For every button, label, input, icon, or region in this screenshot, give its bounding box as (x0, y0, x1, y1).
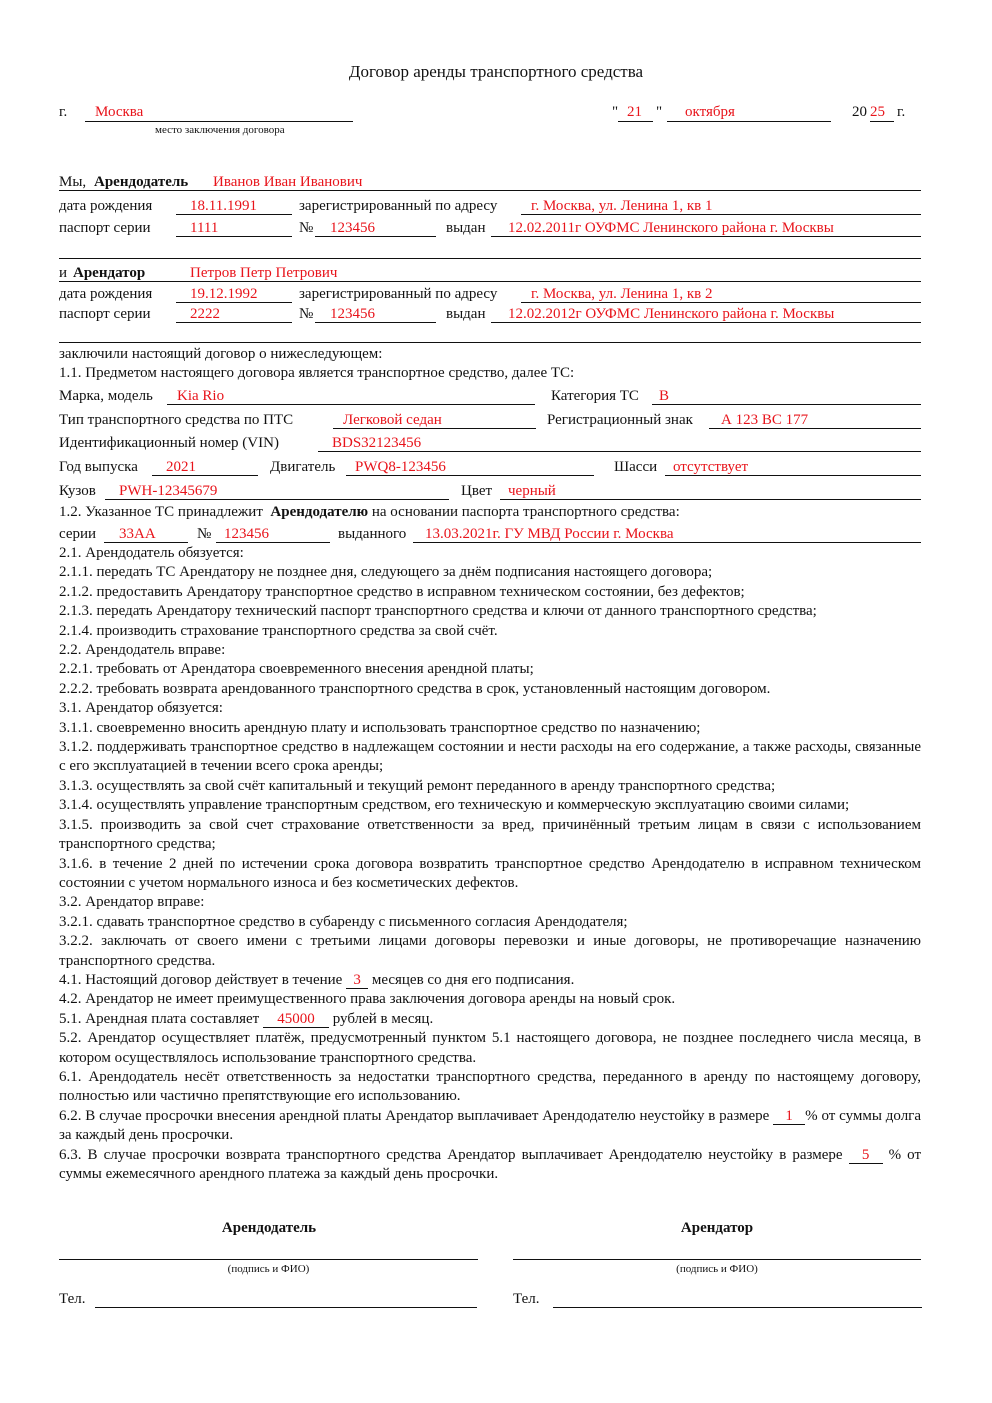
tenant-passport-label: паспорт серии (59, 306, 151, 322)
landlord-phone-label: Тел. (59, 1291, 86, 1307)
vehicle-color: черный (508, 483, 556, 499)
tenant-issued-label: выдан (446, 306, 486, 322)
landlord-num-label: № (299, 220, 314, 236)
landlord-issued: 12.02.2011г ОУФМС Ленинского района г. Москвы (508, 220, 834, 236)
vehicle-model: Kia Rio (177, 388, 225, 404)
landlord-passport-label: паспорт серии (59, 220, 151, 236)
signature-landlord-caption: (подпись и ФИО) (227, 1263, 310, 1275)
clause-3-1-1: 3.1.1. своевременно вносить арендную плату и использовать транспортное средство по назначению; (59, 719, 701, 736)
tenant-birth-line (176, 302, 292, 303)
document-title: Договор аренды транспортного средства (348, 62, 644, 81)
tenant-birth: 19.12.1992 (190, 286, 258, 302)
pts-issued: 13.03.2021г. ГУ МВД России г. Москва (425, 526, 674, 542)
clause-4-1-text-b: месяцев со дня его подписания. (371, 971, 575, 988)
landlord-name: Иванов Иван Иванович (213, 174, 363, 190)
clause-4-1-text-a: 4.1. Настоящий договор действует в течение (59, 971, 343, 988)
vehicle-model-label: Марка, модель (59, 388, 153, 404)
vehicle-chassis-label: Шасси (614, 459, 658, 475)
tenant-address-line (521, 302, 921, 303)
vehicle-reg: А 123 ВС 177 (721, 412, 809, 428)
vehicle-engine-label: Двигатель (270, 459, 336, 475)
concluded-text: заключили настоящий договор о нижеследующем: (59, 346, 383, 362)
clause-1-2 (59, 503, 680, 521)
clause-3-1: 3.1. Арендатор обязуется: (59, 700, 223, 717)
year-suffix: 25 (870, 104, 885, 120)
pts-series-label: серии (59, 526, 97, 542)
clause-5-1-text-b: рублей в месяц. (332, 1010, 434, 1027)
date-quote-open: " (612, 104, 619, 120)
vehicle-reg-line (709, 428, 921, 429)
tenant-issued: 12.02.2012г ОУФМС Ленинского района г. Москвы (508, 306, 835, 322)
vehicle-color-line (500, 499, 921, 500)
vehicle-body-line (105, 499, 449, 500)
landlord-number-line (315, 236, 436, 237)
city-prefix: г. (59, 104, 68, 120)
landlord-address: г. Москва, ул. Ленина 1, кв 1 (531, 198, 713, 214)
tenant-address: г. Москва, ул. Ленина 1, кв 2 (531, 286, 713, 302)
landlord-role: Арендодатель (94, 174, 189, 190)
clause-3-1-3: 3.1.3. осуществлять за свой счёт капитальный и текущий ремонт переданного в аренду транспортного средства; (59, 777, 776, 794)
tenant-series: 2222 (190, 306, 220, 322)
vehicle-chassis-line (665, 475, 921, 476)
pts-num-label: № (197, 526, 212, 542)
tenant-issued-line (491, 322, 921, 323)
tenant-reg-label: зарегистрированный по адресу (299, 286, 498, 302)
clause-1-2-text-b: на основании паспорта транспортного средства: (371, 504, 680, 520)
landlord-series-line (176, 236, 292, 237)
pts-number: 123456 (224, 526, 269, 542)
year-line (870, 121, 894, 122)
clause-2-2-1: 2.2.1. требовать от Арендатора своевременного внесения арендной платы; (59, 661, 534, 678)
vehicle-vin: BDS32123456 (332, 435, 422, 451)
clause-6-3 (59, 1146, 921, 1185)
vehicle-color-label: Цвет (461, 483, 493, 499)
year-prefix: 20 (852, 104, 867, 120)
landlord-series: 1111 (190, 220, 219, 236)
rent-amount-value: 45000 (263, 1011, 329, 1028)
vehicle-year: 2021 (166, 459, 196, 475)
clause-5-1 (59, 1010, 921, 1029)
signature-tenant-caption: (подпись и ФИО) (676, 1263, 758, 1275)
intro-we: Мы, (59, 174, 87, 190)
clause-3-1-4: 3.1.4. осуществлять управление транспортным средством, его техническую и коммерческую эксплуатацию своими силами; (59, 797, 850, 814)
term-months-value: 3 (346, 972, 368, 989)
vehicle-model-line (167, 404, 535, 405)
tenant-name-line (59, 281, 921, 282)
clause-2-1-4: 2.1.4. производить страхование транспортного средства за свой счёт. (59, 622, 498, 639)
clause-6-1: 6.1. Арендодатель несёт ответственность за недостатки транспортного средства, переданного в аренду по настоящему договору, полностью или частично препятствующие его использованию. (59, 1068, 921, 1105)
vehicle-engine-line (346, 475, 594, 476)
date-month: октября (685, 104, 735, 120)
pts-number-line (216, 542, 330, 543)
tenant-series-line (176, 322, 292, 323)
vehicle-category-label: Категория ТС (551, 388, 639, 404)
clause-6-2-text-b: % от суммы долга за каждый день просрочки. (59, 1107, 921, 1144)
clause-1-2-text-a: 1.2. Указанное ТС принадлежит (59, 504, 263, 520)
tenant-birth-label: дата рождения (59, 286, 153, 302)
signature-tenant-line (513, 1259, 921, 1260)
vehicle-body-label: Кузов (59, 483, 96, 499)
signature-tenant-title: Арендатор (680, 1220, 754, 1236)
vehicle-type-label: Тип транспортного средства по ПТС (59, 412, 294, 428)
vehicle-engine: PWQ8-123456 (355, 459, 446, 475)
city-value: Москва (95, 104, 144, 120)
clause-2-2-2: 2.2.2. требовать возврата арендованного транспортного средства в срок, установленный настоящим договором. (59, 680, 771, 697)
clause-1-2-role: Арендодателю (270, 504, 369, 520)
vehicle-body: PWH-12345679 (119, 483, 218, 499)
clause-3-2-1: 3.2.1. сдавать транспортное средство в субаренду с письменного согласия Арендодателя; (59, 913, 628, 930)
separator-line (59, 258, 921, 259)
day-line (618, 121, 653, 122)
vehicle-vin-label: Идентификационный номер (VIN) (59, 435, 279, 451)
intro-and: и (59, 265, 68, 281)
clause-4-2: 4.2. Арендатор не имеет преимущественного права заключения договора аренды на новый срок. (59, 991, 676, 1008)
clause-3-1-6: 3.1.6. в течение 2 дней по истечении срока договора возвратить транспортное средство Арендодателю в исправном техническом состоянии с учетом нормального износа и без косметических дефектов. (59, 855, 921, 891)
city-line (85, 121, 353, 122)
pts-issued-line (413, 542, 921, 543)
tenant-num-label: № (299, 306, 314, 322)
vehicle-vin-line (318, 451, 921, 452)
landlord-issued-line (491, 236, 921, 237)
pts-series-line (104, 542, 188, 543)
clause-5-2: 5.2. Арендатор осуществляет платёж, предусмотренный пунктом 5.1 настоящего договора, не позднее последнего числа месяца, в котором осуществлялось использование транспортного средства. (59, 1030, 921, 1066)
clause-4-1 (59, 971, 921, 990)
tenant-role: Арендатор (73, 265, 146, 281)
month-line (667, 121, 831, 122)
vehicle-category: B (659, 388, 670, 404)
landlord-birth-label: дата рождения (59, 198, 153, 214)
landlord-phone-line (95, 1307, 477, 1308)
landlord-number: 123456 (330, 220, 375, 236)
date-quote-close: " (656, 104, 663, 120)
date-day: 21 (627, 104, 642, 120)
landlord-birth: 18.11.1991 (190, 198, 257, 214)
clause-6-3-text-a: 6.3. В случае просрочки возврата транспортного средства Арендатор выплачивает Арендодателю неустойку в размере (59, 1146, 843, 1163)
pts-series: 33АА (119, 526, 156, 542)
vehicle-category-line (652, 404, 921, 405)
clause-3-2-2: 3.2.2. заключать от своего имени с третьими лицами договоры перевозки и иные договоры, не противоречащие назначению транспортного средства. (59, 933, 921, 969)
signature-landlord-title: Арендодатель (221, 1220, 317, 1236)
landlord-reg-label: зарегистрированный по адресу (299, 198, 498, 214)
vehicle-year-label: Год выпуска (59, 459, 138, 475)
clause-3-2: 3.2. Арендатор вправе: (59, 894, 205, 911)
clause-2-2: 2.2. Арендодатель вправе: (59, 642, 226, 659)
tenant-phone-line (553, 1307, 922, 1308)
clause-1-1: 1.1. Предметом настоящего договора является транспортное средство, далее ТС: (59, 365, 575, 381)
vehicle-type-line (333, 428, 536, 429)
clause-6-2-text-a: 6.2. В случае просрочки внесения арендной платы Арендатор выплачивает Арендодателю неустойку в размере (59, 1107, 770, 1124)
clause-6-3-text-b: % от суммы ежемесячного арендного платежа за каждый день просрочки. (59, 1146, 922, 1182)
landlord-name-line (59, 190, 921, 191)
landlord-address-line (521, 214, 921, 215)
place-caption: место заключения договора (155, 124, 285, 136)
clause-2-1: 2.1. Арендодатель обязуется: (59, 545, 244, 561)
penalty-return-percent: 5 (849, 1147, 883, 1164)
clause-6-2 (59, 1107, 921, 1146)
vehicle-type: Легковой седан (343, 412, 442, 428)
pts-issued-label: выданного (338, 526, 407, 542)
tenant-number: 123456 (330, 306, 375, 322)
clause-3-1-5: 3.1.5. производить за свой счет страхование ответственности за вред, причинённый третьим лицам в связи с использованием транспортного средства; (59, 816, 921, 853)
clauses-body (59, 544, 921, 1184)
clause-5-1-text-a: 5.1. Арендная плата составляет (59, 1010, 260, 1027)
tenant-number-line (315, 322, 436, 323)
landlord-issued-label: выдан (446, 220, 486, 236)
landlord-birth-line (176, 214, 292, 215)
clause-2-1-1: 2.1.1. передать ТС Арендатору не позднее дня, следующего за днём подписания настоящего договора; (59, 564, 713, 581)
separator-line-2 (59, 342, 921, 343)
vehicle-reg-label: Регистрационный знак (547, 412, 693, 428)
vehicle-year-line (152, 475, 258, 476)
vehicle-chassis: отсутствует (673, 459, 749, 475)
penalty-rent-percent: 1 (773, 1108, 805, 1125)
clause-2-1-2: 2.1.2. предоставить Арендатору транспортное средство в исправном техническом состоянии, без дефектов; (59, 583, 745, 600)
clause-2-1-3: 2.1.3. передать Арендатору технический паспорт транспортного средства и ключи от данного транспортного средства; (59, 603, 817, 620)
clause-3-1-2: 3.1.2. поддерживать транспортное средство в надлежащем состоянии и нести расходы на его содержание, а также расходы, связанные с его эксплуатацией в течении всего срока аренды; (59, 739, 921, 775)
tenant-name: Петров Петр Петрович (190, 265, 338, 281)
year-unit: г. (897, 104, 906, 120)
tenant-phone-label: Тел. (513, 1291, 540, 1307)
signature-landlord-line (59, 1259, 478, 1260)
